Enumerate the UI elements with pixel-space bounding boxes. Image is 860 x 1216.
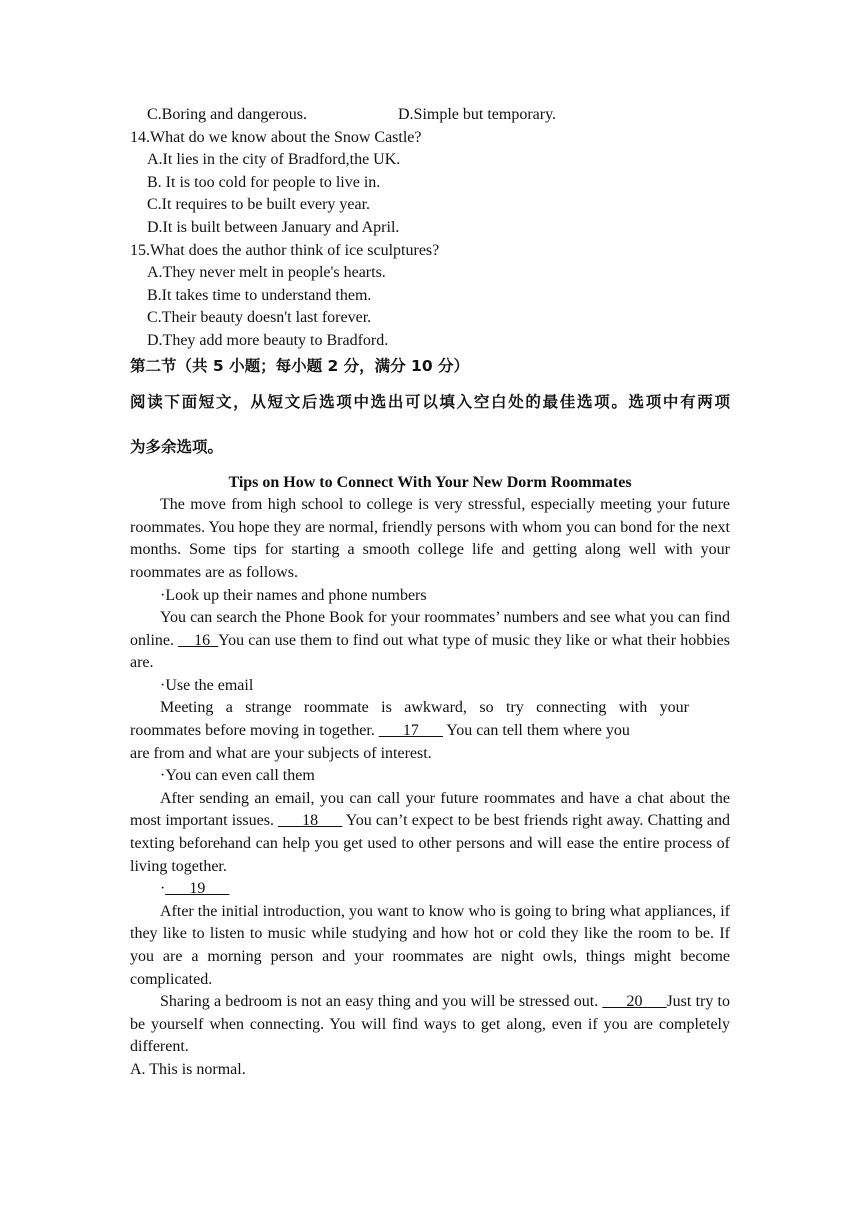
passage-subheading-4 (130, 878, 730, 901)
paragraph-text: You can search the Phone Book for your roommates’ numbers and see what you can find online. (130, 609, 730, 649)
paragraph-text: Just try to be yourself when connecting. You will find ways to get along, even if you are completely different. (130, 993, 730, 1056)
q15-option-d: D.They add more beauty to Bradford. (147, 331, 389, 349)
paragraph-text: You can’t expect to be best friends right away. Chatting and texting beforehand can help you get used to other persons and will ease the entire process of living together. (130, 812, 730, 875)
paragraph-text: You can use them to find out what type of music they like or what their hobbies are. (130, 631, 730, 672)
passage-subheading-1: ·Look up their names and phone numbers (160, 586, 427, 604)
passage-subheading-3: ·You can even call them (160, 767, 315, 785)
section-instruction-line2: 为多余选项。 (130, 437, 224, 456)
passage-paragraph-5: After the initial introduction, you want to know who is going to bring what appliances, if they like to listen to music while studying and how hot or cold they like the room to be. If you are a morning person and your roommates are night owls, things might become complicated. (130, 902, 730, 988)
q15-option-c: C.Their beauty doesn't last forever. (147, 309, 372, 327)
passage-subheading-2: ·Use the email (160, 676, 254, 694)
q14-option-a: A.It lies in the city of Bradford,the UK. (147, 151, 401, 169)
passage-paragraph-2 (130, 607, 730, 675)
q15-option-a: A.They never melt in people's hearts. (147, 264, 386, 282)
q15-option-b: B.It takes time to understand them. (147, 286, 372, 304)
q13-options-row (130, 104, 730, 127)
q14-stem: 14.What do we know about the Snow Castle? (130, 128, 422, 146)
paragraph-text: After sending an email, you can call your future roommates and have a chat about the most important issues. (130, 789, 730, 830)
blank-18: ___18___ (278, 812, 343, 830)
section-instruction-line1: 阅读下面短文，从短文后选项中选出可以填入空白处的最佳选项。选项中有两项 (130, 392, 730, 411)
passage-paragraph-3-line1: Meeting a strange roommate is awkward, so try connecting with your (160, 699, 689, 717)
bullet-dot: · (160, 880, 166, 898)
passage-paragraph-6 (130, 991, 730, 1059)
q13-option-d: D.Simple but temporary. (398, 106, 557, 123)
passage-paragraph-3-line2 (130, 720, 730, 743)
blank-20: ___20___ (602, 993, 667, 1011)
q15-stem: 15.What does the author think of ice sculptures? (130, 241, 440, 259)
passage-paragraph-3-line3: are from and what are your subjects of interest. (130, 744, 432, 762)
q13-option-c: C.Boring and dangerous. (147, 106, 307, 123)
blank-17: ___17___ (378, 722, 443, 740)
paragraph-text: roommates before moving in together. (130, 722, 379, 740)
blank-16: __16_ (178, 631, 219, 649)
section-heading: 第二节（共 5 小题；每小题 2 分，满分 10 分） (130, 356, 470, 375)
paragraph-text: Sharing a bedroom is not an easy thing and you will be stressed out. (160, 993, 603, 1011)
q14-option-c: C.It requires to be built every year. (147, 196, 371, 214)
passage-paragraph-4 (130, 788, 730, 878)
q14-option-b: B. It is too cold for people to live in. (147, 173, 381, 191)
passage-paragraph-1: The move from high school to college is very stressful, especially meeting your future roommates. You hope they are normal, friendly persons with whom you can bond for the next months. Some tips for starting a smooth college life and getting along well with your roommates are as follows. (130, 496, 730, 581)
blank-19: ___19___ (165, 880, 230, 898)
q14-option-d: D.It is built between January and April. (147, 218, 400, 236)
passage-title: Tips on How to Connect With Your New Dorm Roommates (228, 473, 632, 491)
paragraph-text: You can tell them where you (442, 722, 630, 740)
exam-page (130, 104, 730, 1082)
answer-option-a: A. This is normal. (130, 1060, 246, 1078)
